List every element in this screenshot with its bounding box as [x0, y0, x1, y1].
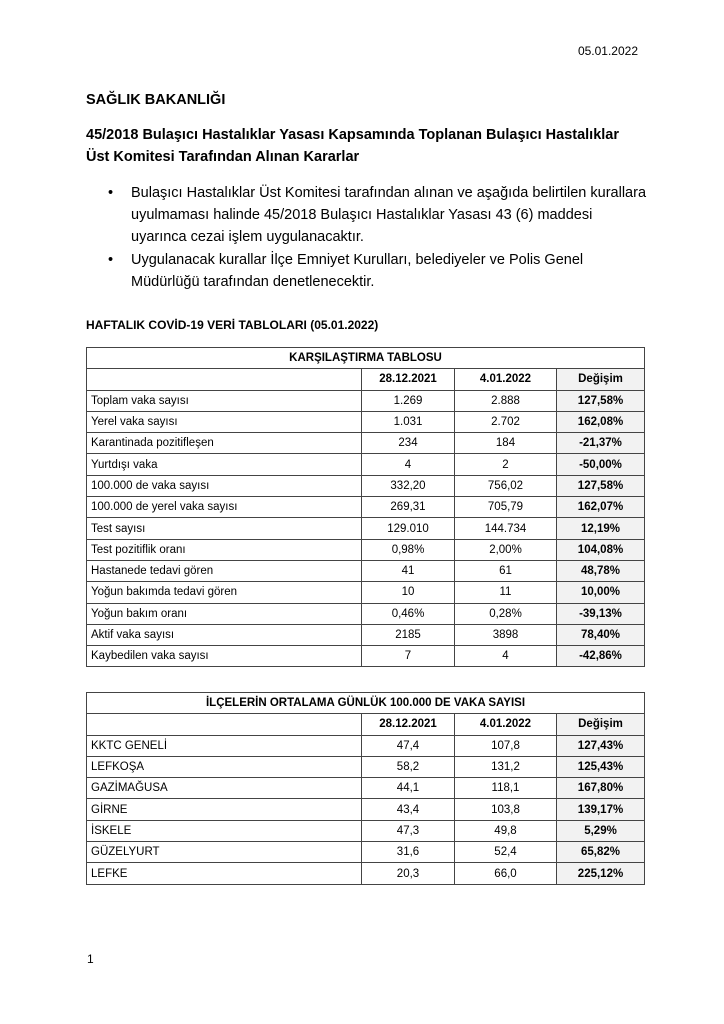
column-header: 4.01.2022 [455, 714, 557, 735]
value-cell: 184 [455, 433, 557, 454]
value-cell: 44,1 [362, 778, 455, 799]
change-cell: 162,08% [557, 411, 645, 432]
table-caption: KARŞILAŞTIRMA TABLOSU [87, 348, 645, 369]
value-cell: 1.031 [362, 411, 455, 432]
value-cell: 129.010 [362, 518, 455, 539]
bullet-icon: • [108, 185, 114, 201]
value-cell: 31,6 [362, 842, 455, 863]
table-row [87, 390, 645, 411]
change-cell: 127,58% [557, 390, 645, 411]
change-cell: 127,43% [557, 735, 645, 756]
value-cell: 4 [455, 646, 557, 667]
section-title: HAFTALIK COVİD-19 VERİ TABLOLARI (05.01.2022) [86, 318, 379, 332]
row-label: Test pozitiflik oranı [87, 539, 362, 560]
value-cell: 66,0 [455, 863, 557, 884]
column-header: 28.12.2021 [362, 714, 455, 735]
value-cell: 41 [362, 560, 455, 581]
row-label: GÜZELYURT [87, 842, 362, 863]
table-row [87, 560, 645, 581]
column-header: Değişim [557, 714, 645, 735]
row-label: 100.000 de yerel vaka sayısı [87, 497, 362, 518]
value-cell: 756,02 [455, 475, 557, 496]
document-date: 05.01.2022 [577, 44, 638, 58]
page-number: 1 [87, 952, 94, 966]
table-row [87, 735, 645, 756]
column-header [87, 714, 362, 735]
comparison-table [86, 347, 645, 667]
value-cell: 144.734 [455, 518, 557, 539]
value-cell: 43,4 [362, 799, 455, 820]
table-row [87, 646, 645, 667]
change-cell: 48,78% [557, 560, 645, 581]
value-cell: 2,00% [455, 539, 557, 560]
table-row [87, 582, 645, 603]
row-label: Kaybedilen vaka sayısı [87, 646, 362, 667]
table-row [87, 799, 645, 820]
change-cell: -42,86% [557, 646, 645, 667]
table-row [87, 624, 645, 645]
row-label: Toplam vaka sayısı [87, 390, 362, 411]
table-caption-row [87, 348, 645, 369]
column-header [87, 369, 362, 390]
table-row [87, 475, 645, 496]
change-cell: 5,29% [557, 820, 645, 841]
value-cell: 0,46% [362, 603, 455, 624]
value-cell: 2.702 [455, 411, 557, 432]
change-cell: 10,00% [557, 582, 645, 603]
value-cell: 107,8 [455, 735, 557, 756]
row-label: LEFKE [87, 863, 362, 884]
table-row [87, 539, 645, 560]
bullet-item [86, 249, 646, 293]
row-label: 100.000 de vaka sayısı [87, 475, 362, 496]
value-cell: 7 [362, 646, 455, 667]
value-cell: 0,98% [362, 539, 455, 560]
table-row [87, 454, 645, 475]
value-cell: 118,1 [455, 778, 557, 799]
value-cell: 47,3 [362, 820, 455, 841]
row-label: Yoğun bakımda tedavi gören [87, 582, 362, 603]
change-cell: 167,80% [557, 778, 645, 799]
row-label: Hastanede tedavi gören [87, 560, 362, 581]
rules-bullet-list [86, 182, 646, 294]
table-row [87, 411, 645, 432]
value-cell: 47,4 [362, 735, 455, 756]
value-cell: 10 [362, 582, 455, 603]
row-label: İSKELE [87, 820, 362, 841]
value-cell: 3898 [455, 624, 557, 645]
value-cell: 2.888 [455, 390, 557, 411]
table-caption: İLÇELERİN ORTALAMA GÜNLÜK 100.000 DE VAKA SAYISI [87, 693, 645, 714]
row-label: Test sayısı [87, 518, 362, 539]
value-cell: 58,2 [362, 756, 455, 777]
row-label: Aktif vaka sayısı [87, 624, 362, 645]
change-cell: 12,19% [557, 518, 645, 539]
value-cell: 2185 [362, 624, 455, 645]
change-cell: 139,17% [557, 799, 645, 820]
value-cell: 705,79 [455, 497, 557, 518]
table-row [87, 778, 645, 799]
change-cell: 78,40% [557, 624, 645, 645]
document-title: 45/2018 Bulaşıcı Hastalıklar Yasası Kapsamında Toplanan Bulaşıcı Hastalıklar Üst Komitesi Tarafından Alınan Kararlar [86, 127, 620, 165]
table-header-row [87, 714, 645, 735]
column-header: 28.12.2021 [362, 369, 455, 390]
row-label: Karantinada pozitifleşen [87, 433, 362, 454]
value-cell: 11 [455, 582, 557, 603]
row-label: KKTC GENELİ [87, 735, 362, 756]
change-cell: -21,37% [557, 433, 645, 454]
bullet-icon: • [108, 252, 114, 268]
table-row [87, 756, 645, 777]
change-cell: 225,12% [557, 863, 645, 884]
value-cell: 2 [455, 454, 557, 475]
value-cell: 4 [362, 454, 455, 475]
change-cell: 104,08% [557, 539, 645, 560]
row-label: Yurtdışı vaka [87, 454, 362, 475]
value-cell: 103,8 [455, 799, 557, 820]
table-caption-row [87, 693, 645, 714]
change-cell: 127,58% [557, 475, 645, 496]
column-header: 4.01.2022 [455, 369, 557, 390]
table-row [87, 433, 645, 454]
value-cell: 332,20 [362, 475, 455, 496]
value-cell: 269,31 [362, 497, 455, 518]
row-label: GAZİMAĞUSA [87, 778, 362, 799]
change-cell: 162,07% [557, 497, 645, 518]
row-label: Yerel vaka sayısı [87, 411, 362, 432]
value-cell: 0,28% [455, 603, 557, 624]
bullet-text: Bulaşıcı Hastalıklar Üst Komitesi tarafından alınan ve aşağıda belirtilen kurallara uyulmaması halinde 45/2018 Bulaşıcı Hastalıklar Yasası 43 (6) maddesi uyarınca cezai işlem uygulanacaktır. [131, 185, 647, 245]
table-header-row [87, 369, 645, 390]
change-cell: 125,43% [557, 756, 645, 777]
table-row [87, 603, 645, 624]
value-cell: 20,3 [362, 863, 455, 884]
district-cases-table [86, 692, 645, 885]
column-header: Değişim [557, 369, 645, 390]
row-label: Yoğun bakım oranı [87, 603, 362, 624]
table-row [87, 820, 645, 841]
value-cell: 61 [455, 560, 557, 581]
table-row [87, 863, 645, 884]
change-cell: -39,13% [557, 603, 645, 624]
bullet-item [86, 182, 646, 248]
row-label: LEFKOŞA [87, 756, 362, 777]
change-cell: -50,00% [557, 454, 645, 475]
organization-heading: SAĞLIK BAKANLIĞI [86, 92, 226, 108]
change-cell: 65,82% [557, 842, 645, 863]
row-label: GİRNE [87, 799, 362, 820]
value-cell: 49,8 [455, 820, 557, 841]
value-cell: 52,4 [455, 842, 557, 863]
bullet-text: Uygulanacak kurallar İlçe Emniyet Kurulları, belediyeler ve Polis Genel Müdürlüğü tarafından denetlenecektir. [131, 252, 584, 290]
value-cell: 131,2 [455, 756, 557, 777]
table-row [87, 842, 645, 863]
table-row [87, 518, 645, 539]
value-cell: 234 [362, 433, 455, 454]
table-row [87, 497, 645, 518]
value-cell: 1.269 [362, 390, 455, 411]
